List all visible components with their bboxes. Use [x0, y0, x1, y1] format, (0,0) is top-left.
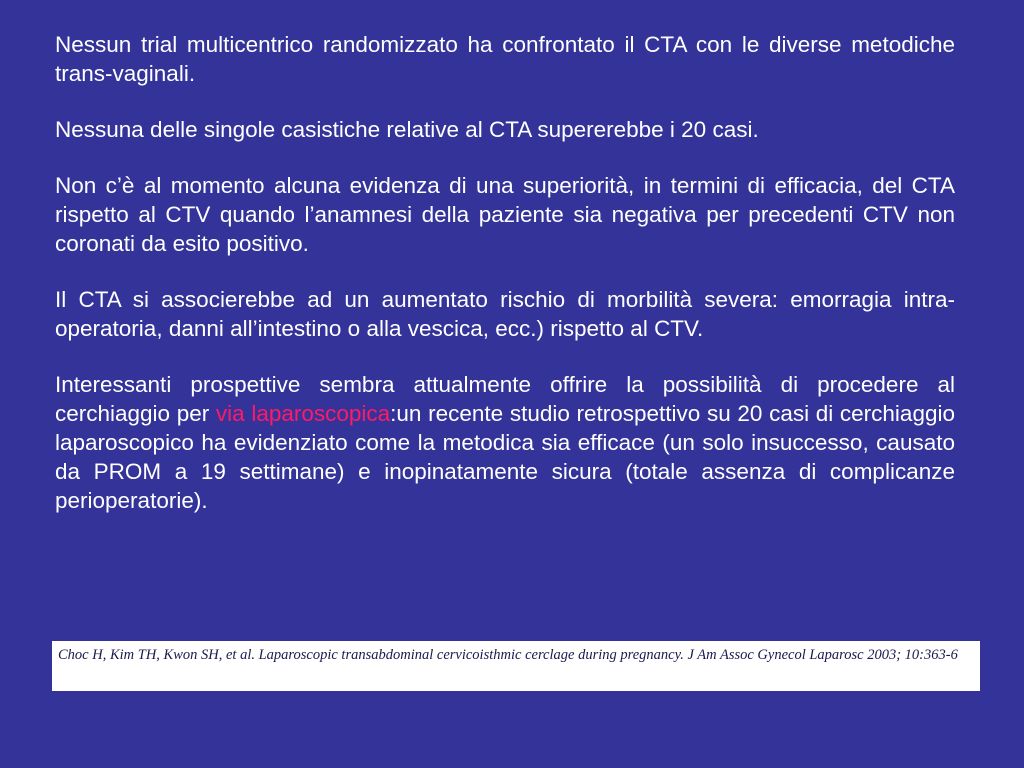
paragraph-morbidity-risk: Il CTA si associerebbe ad un aumentato rischio di morbilità severa: emorragia intra- operatoria, danni all’intestino o alla vescica, ecc.) rispetto al CTV.: [55, 287, 955, 341]
paragraph-text-end: :un recente studio retrospettivo su 20 casi di cerchiaggio laparoscopico ha evidenziato come la metodica sia efficace (un solo insuccesso, causato da PROM a 19 settimane) e inopinatamente sicura (totale assenza di complicanze perioperatorie).: [55, 401, 955, 513]
paragraph-laparoscopic-prospects: [55, 370, 955, 515]
paragraph-case-count: Nessuna delle singole casistiche relative al CTA supererebbe i 20 casi.: [55, 117, 759, 142]
paragraph-no-superiority: Non c’è al momento alcuna evidenza di una superiorità, in termini di efficacia, del CTA rispetto al CTV quando l’anamnesi della paziente sia negativa per precedenti CTV non coronati da esito positivo.: [55, 173, 955, 256]
highlight-via-laparoscopica: via laparoscopica: [215, 401, 391, 426]
paragraph-text-start: Interessanti prospettive sembra attualmente offrire la possibilità di procedere al cerchiaggio per: [55, 372, 955, 426]
paragraph-no-multicenter-trial: Nessun trial multicentrico randomizzato ha confrontato il CTA con le diverse metodiche trans-vaginali.: [55, 32, 955, 86]
slide-body: [55, 30, 955, 542]
citation-reference: Choc H, Kim TH, Kwon SH, et al. Laparoscopic transabdominal cervicoisthmic cerclage during pregnancy. J Am Assoc Gynecol Laparosc 2003; 10:363-6: [52, 641, 980, 691]
